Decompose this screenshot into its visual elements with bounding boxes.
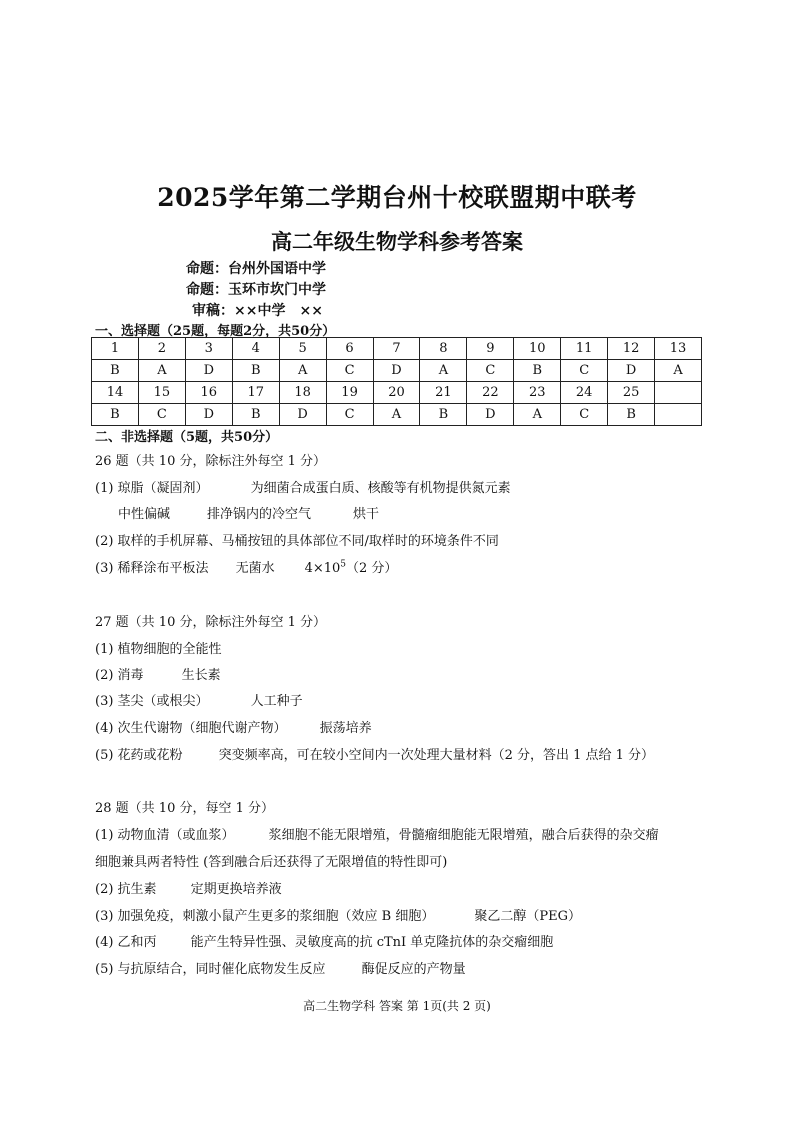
q27-line-3: (3) 茎尖（或根尖） 人工种子 xyxy=(95,694,303,709)
q26-1-answer-e: 烘干 xyxy=(353,507,380,522)
question-number-cell: 21 xyxy=(420,382,467,404)
answer-cell: C xyxy=(326,360,373,382)
question-number-cell: 20 xyxy=(373,382,420,404)
answer-cell: A xyxy=(420,360,467,382)
q26-1-answer-d: 排净锅内的冷空气 xyxy=(207,507,312,522)
answer-cell: B xyxy=(608,404,655,426)
question-number-cell: 10 xyxy=(514,338,561,360)
q28-line-3: (3) 加强免疫，刺激小鼠产生更多的浆细胞（效应 B 细胞） 聚乙二醇（PEG） xyxy=(95,909,581,924)
q26-heading: 26 题（共 10 分，除标注外每空 1 分） xyxy=(95,454,327,469)
question-number-cell: 25 xyxy=(608,382,655,404)
question-number-cell: 1 xyxy=(92,338,139,360)
question-number-cell: 22 xyxy=(467,382,514,404)
q27-line-2: (2) 消毒 生长素 xyxy=(95,668,221,683)
answer-table-row-answers-1 xyxy=(92,360,702,382)
answer-cell: D xyxy=(279,404,326,426)
answer-cell xyxy=(655,404,702,426)
answer-table xyxy=(91,337,702,426)
q27-heading: 27 题（共 10 分，除标注外每空 1 分） xyxy=(95,615,327,630)
question-number-cell: 14 xyxy=(92,382,139,404)
q26-3-answer-c: $4\times 10^5(2$ 分） xyxy=(304,559,398,576)
question-number-cell: 23 xyxy=(514,382,561,404)
q26-1-answer-c: 中性偏碱 xyxy=(118,507,171,522)
question-number-cell: 19 xyxy=(326,382,373,404)
q28-line-1: (1) 动物血清（或血浆） 浆细胞不能无限增殖，骨髓瘤细胞能无限增殖，融合后获得的杂交瘤 xyxy=(95,828,659,843)
section2-heading: 二、非选择题（5题，共50分） xyxy=(95,430,279,445)
answer-table-row-numbers-2 xyxy=(92,382,702,404)
q26-1-answer-b: 为细菌合成蛋白质、核酸等有机物提供氮元素 xyxy=(250,481,511,496)
answer-cell: A xyxy=(138,360,185,382)
answer-cell: A xyxy=(373,404,420,426)
q28-line-1-cont: 细胞兼具两者特性 (答到融合后还获得了无限增值的特性即可) xyxy=(95,855,448,870)
answer-cell: B xyxy=(232,404,279,426)
answer-cell: C xyxy=(138,404,185,426)
answer-cell: B xyxy=(232,360,279,382)
question-number-cell: 13 xyxy=(655,338,702,360)
page-footer: 高二生物学科 答案 第 1页(共 2 页) xyxy=(303,999,491,1013)
answer-cell: C xyxy=(561,360,608,382)
author-line-1: 命题：台州外国语中学 xyxy=(186,261,326,277)
answer-cell: C xyxy=(467,360,514,382)
page-title: 2025学年第二学期台州十校联盟期中联考 xyxy=(157,183,637,212)
q26-3-answer-a: (3) 稀释涂布平板法 xyxy=(95,561,209,576)
answer-cell: B xyxy=(514,360,561,382)
section1-heading: 一、选择题（25题，每题2分，共50分） xyxy=(95,324,336,339)
question-number-cell: 6 xyxy=(326,338,373,360)
answer-cell: B xyxy=(420,404,467,426)
answer-cell: C xyxy=(561,404,608,426)
question-number-cell: 7 xyxy=(373,338,420,360)
author-line-2: 命题：玉环市坎门中学 xyxy=(186,282,326,298)
answer-cell: A xyxy=(655,360,702,382)
question-number-cell: 3 xyxy=(185,338,232,360)
q26-1-answer-a: (1) 琼脂（凝固剂） xyxy=(95,481,209,496)
answer-cell: A xyxy=(279,360,326,382)
q28-line-5: (5) 与抗原结合，同时催化底物发生反应 酶促反应的产物量 xyxy=(95,962,466,977)
question-number-cell: 5 xyxy=(279,338,326,360)
answer-cell: B xyxy=(92,360,139,382)
question-number-cell: 24 xyxy=(561,382,608,404)
question-number-cell: 8 xyxy=(420,338,467,360)
answer-cell: D xyxy=(185,404,232,426)
question-number-cell: 12 xyxy=(608,338,655,360)
q26-line-3: (2) 取样的手机屏幕、马桶按钮的具体部位不同/取样时的环境条件不同 xyxy=(95,534,499,549)
q27-line-1: (1) 植物细胞的全能性 xyxy=(95,642,222,657)
q27-line-5: (5) 花药或花粉 突变频率高，可在较小空间内一次处理大量材料（2 分，答出 1 点给 1 分） xyxy=(95,748,655,763)
q28-line-2: (2) 抗生素 定期更换培养液 xyxy=(95,882,282,897)
question-number-cell: 16 xyxy=(185,382,232,404)
question-number-cell: 9 xyxy=(467,338,514,360)
page-subtitle: 高二年级生物学科参考答案 xyxy=(271,229,523,254)
reviewer-line: 审稿：××中学 ×× xyxy=(192,303,323,319)
q26-line-1 xyxy=(95,477,511,496)
question-number-cell xyxy=(655,382,702,404)
q26-line-2 xyxy=(118,503,379,522)
question-number-cell: 15 xyxy=(138,382,185,404)
q27-line-4: (4) 次生代谢物（细胞代谢产物） 振荡培养 xyxy=(95,721,372,736)
answer-table-row-answers-2 xyxy=(92,404,702,426)
q26-line-4 xyxy=(95,557,397,576)
question-number-cell: 18 xyxy=(279,382,326,404)
q26-3-answer-b: 无菌水 xyxy=(235,561,275,576)
answer-cell: D xyxy=(373,360,420,382)
question-number-cell: 17 xyxy=(232,382,279,404)
q28-heading: 28 题（共 10 分，每空 1 分） xyxy=(95,801,275,816)
answer-cell: D xyxy=(185,360,232,382)
answer-cell: C xyxy=(326,404,373,426)
question-number-cell: 4 xyxy=(232,338,279,360)
answer-cell: D xyxy=(608,360,655,382)
answer-cell: B xyxy=(92,404,139,426)
answer-cell: D xyxy=(467,404,514,426)
answer-table-row-numbers-1 xyxy=(92,338,702,360)
question-number-cell: 11 xyxy=(561,338,608,360)
q28-line-4: (4) 乙和丙 能产生特异性强、灵敏度高的抗 cTnI 单克隆抗体的杂交瘤细胞 xyxy=(95,935,554,950)
question-number-cell: 2 xyxy=(138,338,185,360)
answer-cell: A xyxy=(514,404,561,426)
